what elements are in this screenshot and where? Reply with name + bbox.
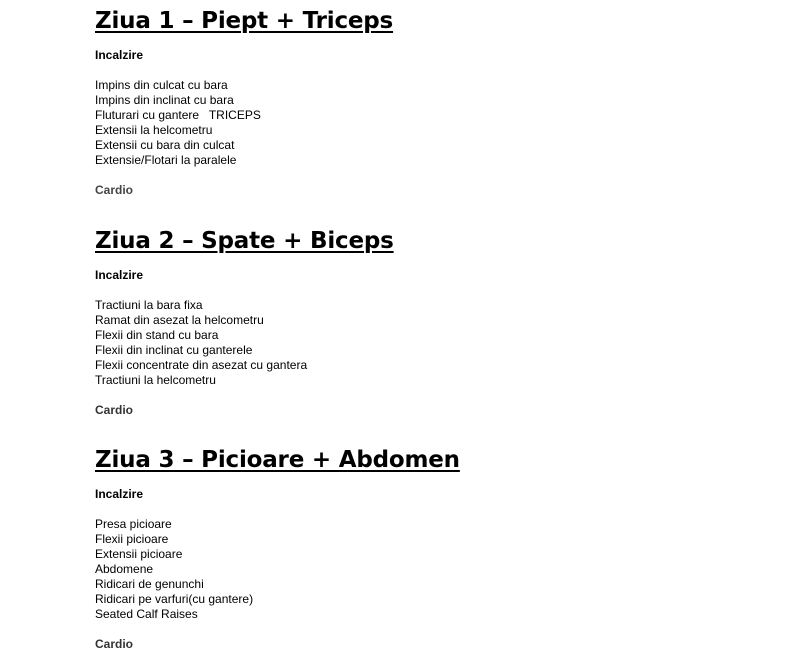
day-3-exercise-list xyxy=(95,517,775,622)
exercise-item: Ridicari de genunchi xyxy=(95,577,204,591)
exercise-item: Extensii la helcometru xyxy=(95,123,213,137)
day-3-section xyxy=(95,446,775,652)
exercise-item: Tractiuni la bara fixa xyxy=(95,298,203,312)
exercise-item: Flexii picioare xyxy=(95,532,169,546)
day-1-title: Ziua 1 – Piept + Triceps xyxy=(95,8,394,34)
exercise-item: Flexii concentrate din asezat cu gantera xyxy=(95,358,308,372)
day-1-cardio: Cardio xyxy=(95,183,134,197)
day-1-exercise-list xyxy=(95,78,775,168)
exercise-item: Presa picioare xyxy=(95,517,172,531)
exercise-item: Ridicari pe varfuri(cu gantere) xyxy=(95,592,254,606)
day-3-warmup-heading: Incalzire xyxy=(95,487,144,501)
exercise-item: Impins din culcat cu bara xyxy=(95,78,228,92)
exercise-item: Flexii din inclinat cu ganterele xyxy=(95,343,253,357)
day-3-cardio: Cardio xyxy=(95,637,134,651)
exercise-item: Impins din inclinat cu bara xyxy=(95,93,234,107)
exercise-item: Extensii cu bara din culcat xyxy=(95,138,235,152)
exercise-item: Fluturari cu gantere TRICEPS xyxy=(95,108,261,122)
day-2-title: Ziua 2 – Spate + Biceps xyxy=(95,228,394,254)
exercise-item: Abdomene xyxy=(95,562,154,576)
exercise-item: Tractiuni la helcometru xyxy=(95,373,216,387)
day-2-exercise-list xyxy=(95,298,775,388)
exercise-item: Extensie/Flotari la paralele xyxy=(95,153,237,167)
day-3-title: Ziua 3 – Picioare + Abdomen xyxy=(95,447,460,473)
exercise-item: Seated Calf Raises xyxy=(95,607,198,621)
day-2-section xyxy=(95,227,775,418)
day-2-warmup-heading: Incalzire xyxy=(95,268,144,282)
day-2-cardio: Cardio xyxy=(95,403,134,417)
day-1-section xyxy=(95,7,775,198)
day-1-warmup-heading: Incalzire xyxy=(95,48,144,62)
exercise-item: Ramat din asezat la helcometru xyxy=(95,313,264,327)
exercise-item: Flexii din stand cu bara xyxy=(95,328,219,342)
exercise-item: Extensii picioare xyxy=(95,547,183,561)
